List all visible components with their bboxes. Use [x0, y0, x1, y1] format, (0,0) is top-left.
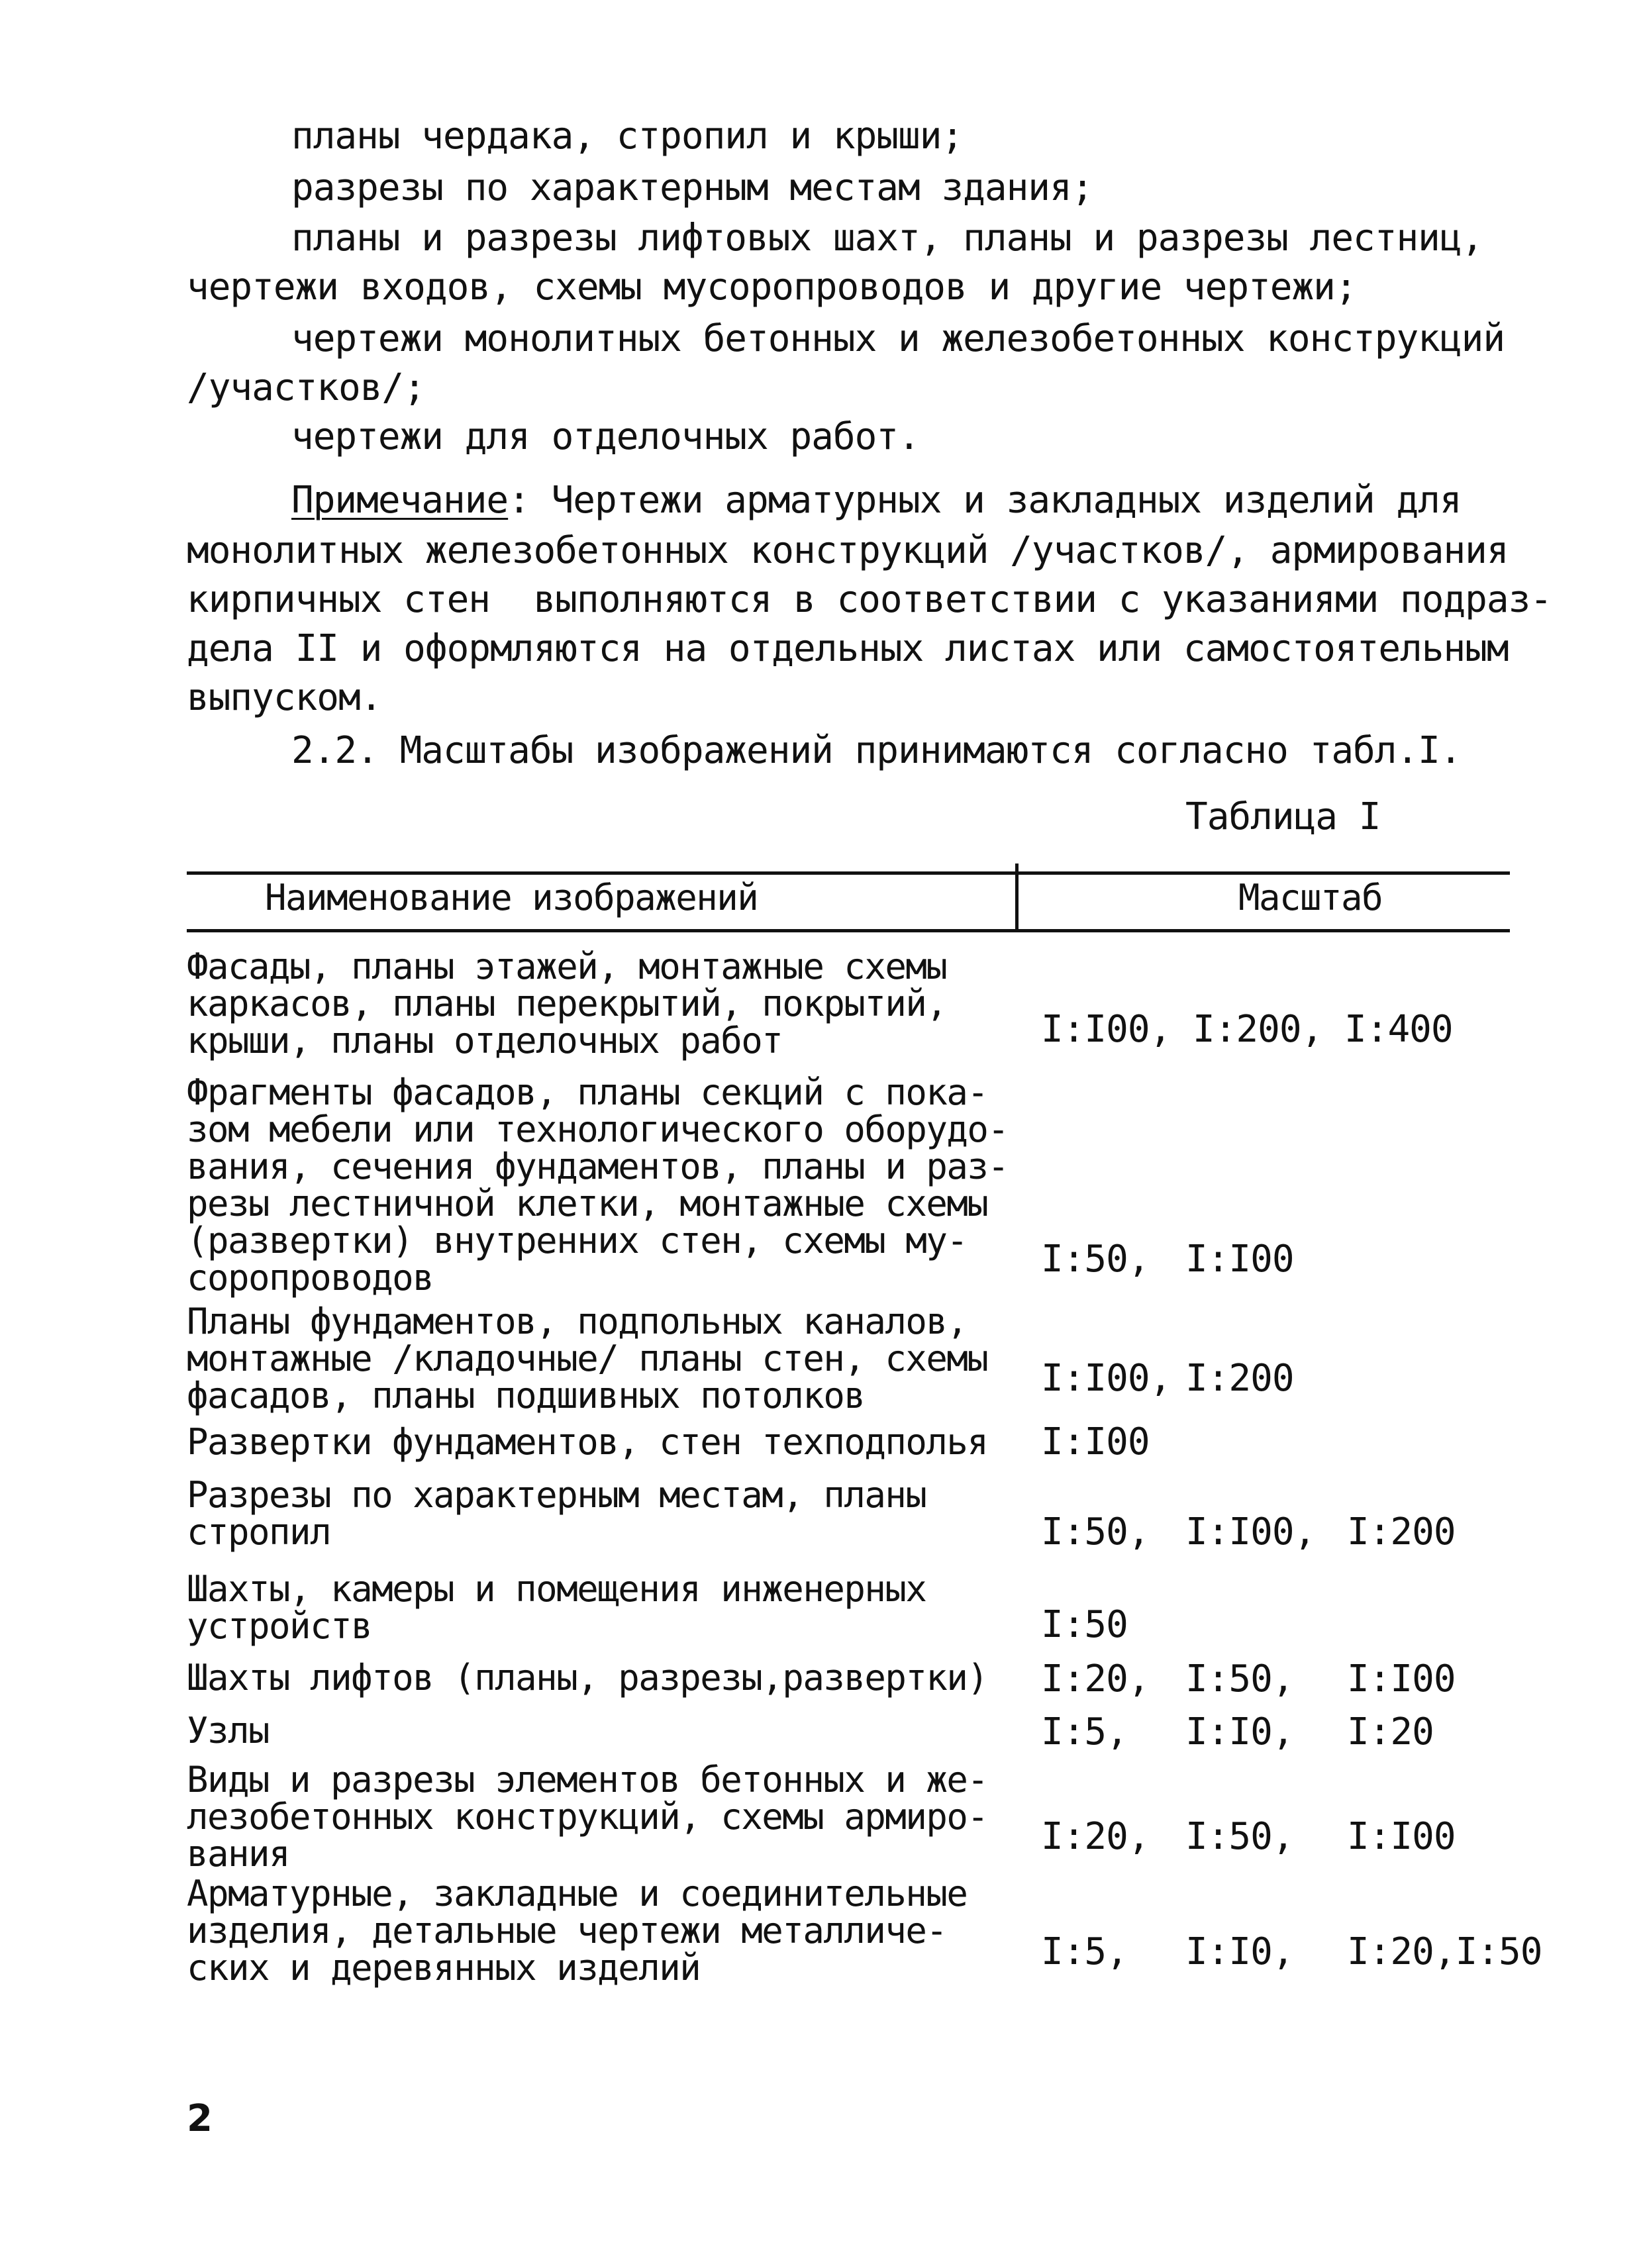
- table-header-name: Наименование изображений: [265, 877, 758, 918]
- table-cell-scale: I:I00,: [1041, 1357, 1171, 1400]
- table-cell-scale: I:50,: [1185, 1657, 1294, 1701]
- table-cell-scale: I:20,: [1041, 1815, 1150, 1858]
- table-cell-scale: I:I00: [1041, 1420, 1150, 1463]
- table-cell-name: Разрезы по характерным местам, планы стропил: [187, 1474, 926, 1553]
- table-cell-name: Виды и разрезы элементов бетонных и же- лезобетонных конструкций, схемы армиро- вания: [187, 1759, 988, 1875]
- table-cell-scale: I:200: [1347, 1510, 1456, 1553]
- table-header-divider: [1015, 863, 1019, 932]
- note-line4: дела II и оформляются на отдельных листах или самостоятельным: [187, 627, 1509, 670]
- table-cell-name: Шахты, камеры и помещения инженерных устройств: [187, 1568, 926, 1647]
- list-item-finishing: чертежи для отделочных работ.: [291, 415, 920, 458]
- note-line3: кирпичных стен выполняются в соответствии с указаниями подраз-: [187, 578, 1552, 621]
- note-label: Примечание: [291, 479, 509, 522]
- table-cell-scale: I:50: [1041, 1603, 1128, 1646]
- list-item-sections: разрезы по характерным местам здания;: [291, 166, 1093, 209]
- table-cell-scale: I:50,: [1041, 1238, 1150, 1281]
- paragraph-2-2: 2.2. Масштабы изображений принимаются согласно табл.I.: [291, 729, 1462, 772]
- table-header-rule: [187, 929, 1510, 932]
- table-cell-scale: I:I00,: [1185, 1510, 1316, 1553]
- table-caption: Таблица I: [1185, 795, 1381, 838]
- table-top-rule: [187, 871, 1510, 875]
- table-cell-scale: I:20,: [1041, 1657, 1150, 1701]
- table-cell-name: Планы фундаментов, подпольных каналов, монтажные /кладочные/ планы стен, схемы фасадов, планы подшивных потолков: [187, 1301, 988, 1416]
- table-cell-scale: I:I0,: [1185, 1710, 1294, 1753]
- table-cell-scale: I:50,: [1041, 1510, 1150, 1553]
- table-cell-scale: I:I00: [1347, 1657, 1456, 1701]
- table-cell-scale: I:200: [1185, 1357, 1294, 1400]
- list-item-attic-plans: планы чердака, стропил и крыши;: [291, 115, 964, 158]
- note-line5: выпуском.: [187, 676, 382, 719]
- table-cell-scale: I:I0,: [1185, 1930, 1294, 1973]
- table-cell-scale: I:5,: [1041, 1710, 1128, 1753]
- table-cell-name: Арматурные, закладные и соединительные изделия, детальные чертежи металличе- ских и деревянных изделий: [187, 1873, 968, 1989]
- table-cell-scale: I:I00, I:200, I:400: [1041, 1008, 1453, 1051]
- note-line2: монолитных железобетонных конструкций /участков/, армирования: [187, 529, 1509, 572]
- note-text: : Чертежи арматурных и закладных изделий для: [508, 479, 1462, 522]
- table-cell-scale: I:I00: [1185, 1238, 1294, 1281]
- table-cell-scale: I:I00: [1347, 1815, 1456, 1858]
- list-item-monolithic-line2: /участков/;: [187, 366, 425, 409]
- table-header-scale: Масштаб: [1238, 877, 1383, 918]
- list-item-monolithic-line1: чертежи монолитных бетонных и железобетонных конструкций: [291, 317, 1505, 360]
- table-cell-name: Фасады, планы этажей, монтажные схемы каркасов, планы перекрытий, покрытий, крыши, планы отделочных работ: [187, 946, 947, 1061]
- list-item-lift-plans-line2: чертежи входов, схемы мусоропроводов и другие чертежи;: [187, 266, 1357, 309]
- page-number: 2: [187, 2097, 213, 2140]
- table-cell-scale: I:20,I:50: [1347, 1930, 1542, 1973]
- table-cell-name: Развертки фундаментов, стен техподполья: [187, 1421, 988, 1463]
- table-cell-scale: I:5,: [1041, 1930, 1128, 1973]
- note-line1: [291, 478, 1462, 523]
- list-item-lift-plans-line1: планы и разрезы лифтовых шахт, планы и разрезы лестниц,: [291, 217, 1483, 260]
- table-cell-name: Шахты лифтов (планы, разрезы,развертки): [187, 1657, 988, 1699]
- table-cell-name: Фрагменты фасадов, планы секций с пока- зом мебели или технологического оборудо- вания, сечения фундаментов, планы и раз- резы лестничной клетки, монтажные схемы (развертки) внутренних стен, схемы му- соропроводов: [187, 1071, 1009, 1299]
- table-cell-scale: I:20: [1347, 1710, 1434, 1753]
- table-cell-scale: I:50,: [1185, 1815, 1294, 1858]
- table-cell-name: Узлы: [187, 1710, 270, 1751]
